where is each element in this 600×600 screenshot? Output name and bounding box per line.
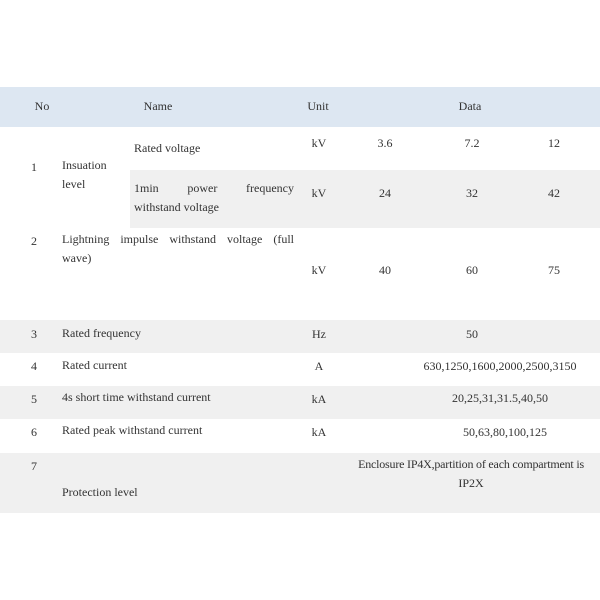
row-4-unit: A [314,359,324,373]
row-2-name-line1: Lightning impulse withstand voltage (full [62,232,294,246]
row-7-value-line2: IP2X [458,476,484,490]
row-1-sub1-unit: kV [311,136,327,150]
header-unit: Unit [307,99,329,113]
header-name: Name [143,99,173,113]
row-2-value-3: 75 [548,263,560,277]
row-1-sub2-value-3: 42 [548,186,560,200]
table-row-4 [0,353,600,386]
header-data: Data [458,99,482,113]
row-5-value: 20,25,31,31.5,40,50 [452,391,548,405]
row-2-no: 2 [31,234,37,248]
row-5-name: 4s short time withstand current [62,390,211,404]
row-1-sub2-value-2: 32 [466,186,478,200]
table-row-3 [0,320,600,353]
table-header [0,87,600,127]
table-row-1b [0,170,600,228]
row-6-unit: kA [311,425,327,439]
row-5-unit: kA [311,392,327,406]
row-4-name: Rated current [62,358,127,372]
table-row-2 [0,228,600,320]
row-1-sub1-name: Rated voltage [134,141,201,155]
row-7-no: 7 [31,459,37,473]
row-4-no: 4 [31,359,37,373]
row-1-sub2-unit: kV [311,186,327,200]
row-3-unit: Hz [312,327,326,341]
row-1-sub2-name-line1: 1min power frequency [134,181,294,195]
row-1-sub1-value-3: 12 [548,136,560,150]
table-row-5 [0,386,600,419]
table-row-7 [0,453,600,513]
row-5-no: 5 [31,392,37,406]
row-1-sub2-name-line2: withstand voltage [134,200,219,214]
row-3-no: 3 [31,327,37,341]
row-3-name: Rated frequency [62,326,141,340]
row-3-value: 50 [466,327,478,341]
row-1-sub1-value-2: 7.2 [464,136,480,150]
row-1-sub1-value-1: 3.6 [377,136,393,150]
row-2-value-2: 60 [466,263,478,277]
row-1-group-line1: Insuation [62,158,107,172]
row-6-value: 50,63,80,100,125 [463,425,547,439]
row-2-value-1: 40 [379,263,391,277]
row-2-name-line2: wave) [62,251,92,265]
header-no: No [34,99,50,113]
row-4-value: 630,1250,1600,2000,2500,3150 [423,359,577,373]
row-7-name: Protection level [62,485,138,499]
row-1-no: 1 [31,160,37,174]
row-7-value-line1: Enclosure IP4X,partition of each compartment is [358,457,584,471]
row-1-group-line2: level [62,177,86,191]
row-6-no: 6 [31,425,37,439]
row-6-name: Rated peak withstand current [62,423,203,437]
row-2-unit: kV [311,263,327,277]
table-row-6 [0,419,600,453]
row-1-sub2-value-1: 24 [379,186,391,200]
